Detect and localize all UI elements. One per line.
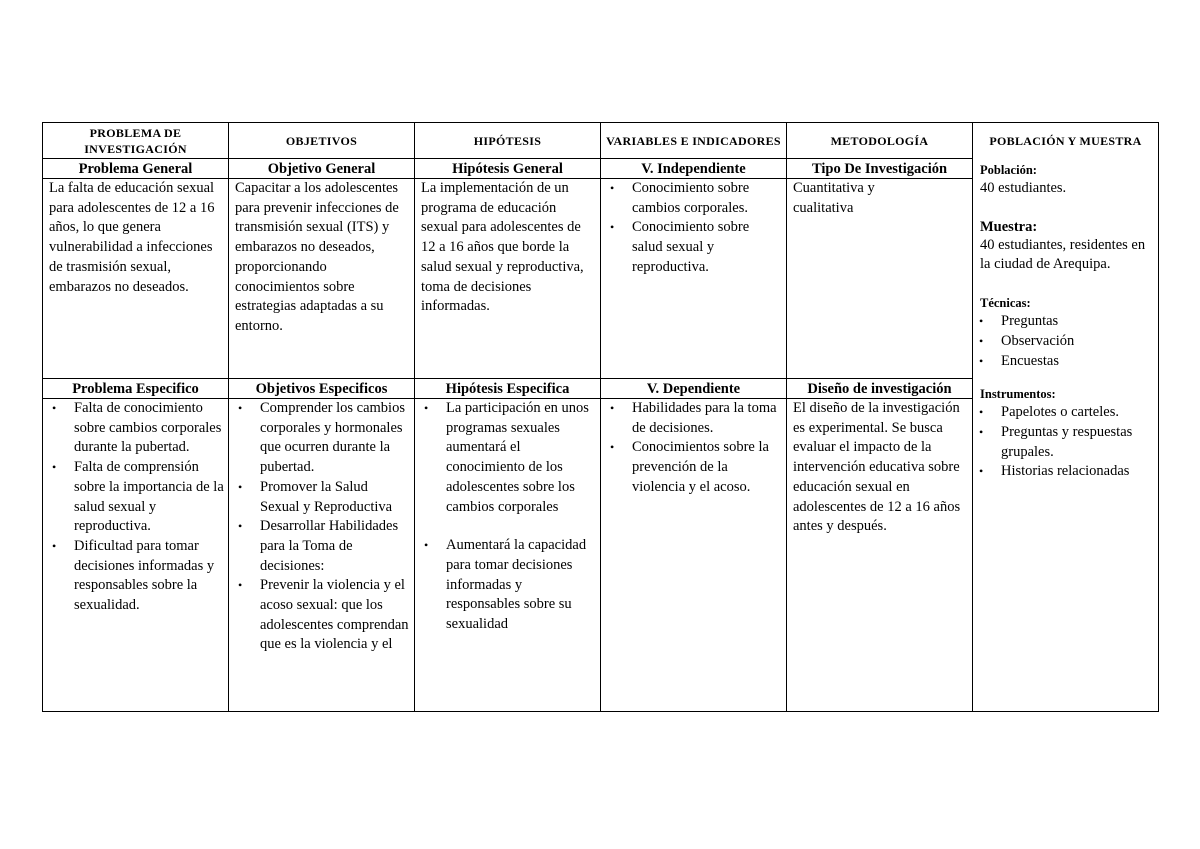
header-poblacion: POBLACIÓN Y MUESTRA [989,133,1142,148]
hipotesis-especifica-list [421,399,596,635]
muestra-label: Muestra: [980,218,1038,235]
list-item: • Preguntas [976,312,1154,332]
bullet-icon: • [52,538,57,553]
list-item: • Habilidades para la toma de decisiones. [610,400,777,436]
bullet-icon: • [238,401,243,415]
list-item: • Conocimiento sobre salud sexual y reproductiva. [610,219,750,275]
objetivos-especificos-list [235,399,410,655]
bullet-icon: • [610,181,615,195]
v-independiente-list [607,179,782,278]
objetivo-general-text: Capacitar a los adolescentes para prevenir infecciones de transmisión sexual (ITS) y embarazos no deseados, proporcionando conocimientos sobre estrategias adaptadas a su entorno. [235,180,399,334]
list-item: • Prevenir la violencia y el acoso sexual: que los adolescentes comprendan que es la violencia y el [238,577,409,653]
instrumentos-label: Instrumentos: [980,387,1056,402]
hipotesis-general-text: La implementación de un programa de educación sexual para adolescentes de 12 a 16 años que borde la salud sexual y reproductiva, toma de decisiones informadas. [421,180,584,315]
label-hipotesis-especifica: Hipótesis Especifica [445,381,570,397]
bullet-icon: • [52,460,57,475]
table-border-right [1158,122,1159,712]
bullet-icon: • [979,424,984,439]
tecnicas-list [976,312,1154,371]
bullet-icon: • [610,440,615,455]
bullet-icon: • [610,220,615,235]
list-item: • Falta de comprensión sobre la importancia de la salud sexual y reproductiva. [52,459,224,535]
cell-problema-general [43,179,228,378]
label-objetivo-general: Objetivo General [267,161,376,177]
list-item: • Preguntas y respuestas grupales. [979,423,1133,460]
cell-tipo-investigacion [787,179,972,378]
cell-poblacion-muestra [973,159,1158,711]
diseno-investigacion-text: El diseño de la investigación es experimental. Se busca evaluar el impacto de la intervención educativa sobre educación sexual en adolescentes de 12 a 16 años antes y después. [793,400,961,535]
list-item: • Dificultad para tomar decisiones informadas y responsables sobre la sexualidad. [52,537,215,614]
label-diseno-investigacion: Diseño de investigación [807,381,952,397]
bullet-icon: • [979,464,984,479]
bullet-icon: • [238,479,243,494]
spacer [980,371,1154,385]
header-metodologia: METODOLOGÍA [830,133,929,148]
research-matrix-table [42,122,1159,712]
tecnicas-label: Técnicas: [980,296,1031,311]
table-border-bottom [42,711,1159,712]
header-variables: VARIABLES E INDICADORES [606,133,781,148]
list-item: • Observación [976,332,1154,352]
v-dependiente-list [607,399,782,498]
cell-v-dependiente [601,399,786,711]
label-objetivos-especificos: Objetivos Especificos [255,381,388,397]
spacer [980,199,1154,218]
label-v-independiente: V. Independiente [641,161,746,177]
list-item: • Encuestas [976,352,1154,372]
list-item: • Conocimientos sobre la prevención de la violencia y el acoso. [610,439,769,495]
spacer [980,275,1154,294]
bullet-icon: • [979,353,984,368]
list-item: • Desarrollar Habilidades para la Toma de decisiones: [238,518,399,574]
label-tipo-investigacion: Tipo De Investigación [811,161,948,177]
cell-objetivo-general [229,179,414,378]
list-item: • Aumentará la capacidad para tomar decisiones informadas y responsables sobre su sexualidad [424,537,587,633]
muestra-value: 40 estudiantes, residentes en la ciudad de Arequipa. [980,236,1146,273]
cell-hipotesis-especifica [415,399,600,711]
bullet-icon: • [610,401,615,415]
cell-diseno-investigacion [787,399,972,711]
bullet-icon: • [238,519,243,534]
header-problema: PROBLEMA DE INVESTIGACIÓN [84,125,187,156]
cell-objetivos-especificos [229,399,414,711]
problema-especifico-list [49,399,224,616]
list-item: • Comprender los cambios corporales y hormonales que ocurren durante la pubertad. [238,400,405,476]
list-item: • La participación en unos programas sexuales aumentará el conocimiento de los adolescentes sobre los cambios corporales [424,400,589,515]
bullet-icon: • [424,401,429,415]
list-item: • Conocimiento sobre cambios corporales. [610,180,750,216]
problema-general-text: La falta de educación sexual para adolescentes de 12 a 16 años, lo que genera vulnerabilidad a infecciones de trasmisión sexual, embarazos no deseados. [49,180,215,295]
bullet-icon: • [238,578,243,593]
list-item: • Falta de conocimiento sobre cambios corporales durante la pubertad. [52,400,222,456]
cell-hipotesis-general [415,179,600,378]
poblacion-label: Población: [980,163,1037,177]
label-v-dependiente: V. Dependiente [646,381,741,397]
list-spacer [421,517,596,536]
list-item: • Papelotes o carteles. [976,403,1154,423]
bullet-icon: • [424,538,429,553]
label-hipotesis-general: Hipótesis General [452,161,563,177]
cell-v-independiente [601,179,786,378]
instrumentos-list [976,403,1154,482]
header-hipotesis: HIPÓTESIS [473,133,542,148]
cell-problema-especifico [43,399,228,711]
bullet-icon: • [979,405,984,420]
header-objetivos: OBJETIVOS [285,133,358,148]
bullet-icon: • [979,314,984,329]
poblacion-value: 40 estudiantes. [980,180,1067,196]
label-problema-general: Problema General [78,161,193,177]
bullet-icon: • [979,333,984,348]
tipo-investigacion-text: Cuantitativa y cualitativa [793,180,875,216]
list-item: • Promover la Salud Sexual y Reproductiva [238,478,393,515]
label-problema-especifico: Problema Especifico [72,381,199,397]
list-item: • Historias relacionadas [976,462,1154,482]
bullet-icon: • [52,401,57,415]
